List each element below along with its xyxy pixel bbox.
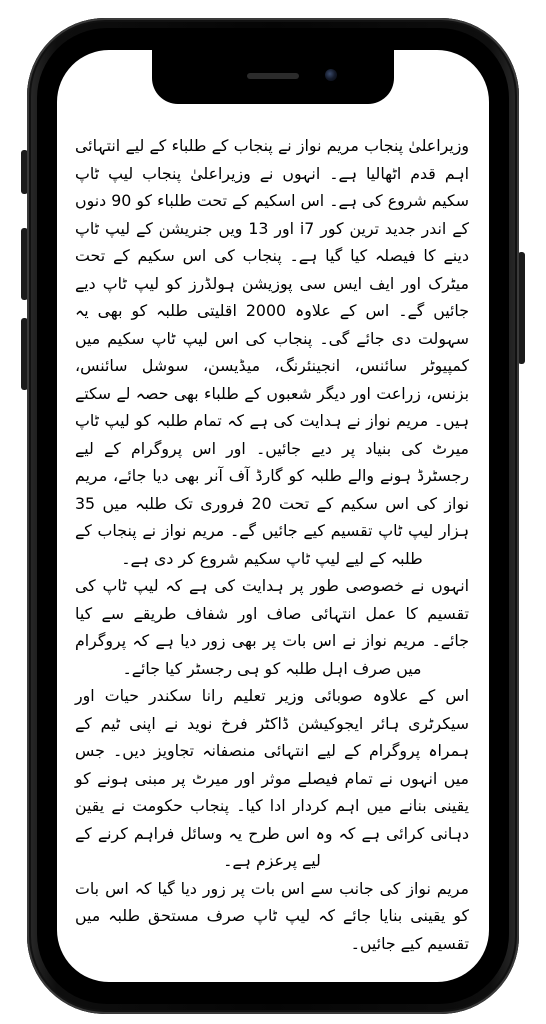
article-paragraph-2: انہوں نے خصوصی طور پر ہدایت کی ہے کہ لیپ ٹاپ کی تقسیم کا عمل انتہائی صاف اور شفاف طریقے سے کیا جائے۔ مریم نواز نے اس بات پر بھی زور دیا ہے کہ پروگرام میں صرف اہل طلبہ کو ہی رجسٹر کیا جائے۔: [75, 576, 469, 678]
phone-notch: [152, 50, 394, 104]
phone-frame: [27, 18, 519, 1014]
power-button: [518, 252, 525, 364]
article-body: [75, 132, 469, 957]
speaker-grille-icon: [247, 73, 299, 79]
front-camera-icon: [325, 69, 337, 81]
article-paragraph-4: مریم نواز کی جانب سے اس بات پر زور دیا گیا کہ اس بات کو یقینی بنایا جائے کہ لیپ ٹاپ صرف مستحق طلبہ میں تقسیم کیے جائیں۔: [75, 878, 469, 953]
phone-screen: [57, 50, 489, 982]
article-paragraph-3: اس کے علاوہ صوبائی وزیر تعلیم رانا سکندر حیات اور سیکرٹری ہائر ایجوکیشن ڈاکٹر فرخ نوید نے اپنی ٹیم کے ہمراہ پروگرام کے لیے انتہائی منصفانہ تجاویز دیں۔ جس میں انہوں نے تمام فیصلے موثر اور میرٹ پر مبنی ہونے کو یقینی بنانے میں اہم کردار ادا کیا۔ پنجاب حکومت نے یقین دہانی کرائی ہے کہ وہ اس طرح یہ وسائل فراہم کرنے کے لیے پرعزم ہے۔: [75, 686, 469, 870]
article-paragraph-1: وزیراعلیٰ پنجاب مریم نواز نے پنجاب کے طلباء کے لیے انتہائی اہم قدم اٹھالیا ہے۔ انہوں نے وزیراعلیٰ پنجاب لیپ ٹاپ سکیم شروع کی ہے۔ اس اسکیم کے تحت طلباء کو 90 دنوں کے اندر جدید ترین کور i7 اور 13 ویں جنریشن کے لیپ ٹاپ دینے کا فیصلہ کیا گیا ہے۔ پنجاب کی اس سکیم کے تحت میٹرک اور ایف ایس سی پوزیشن ہولڈرز کو لیپ ٹاپ دیے جائیں گے۔ اس کے علاوہ 2000 اقلیتی طلبہ کو بھی یہ سہولت دی جائے گی۔ پنجاب کی اس لیپ ٹاپ سکیم میں کمپیوٹر سائنس، انجینئرنگ، میڈیسن، سوشل سائنس، بزنس، زراعت اور دیگر شعبوں کے طلباء بھی حصہ لے سکتے ہیں۔ مریم نواز نے ہدایت کی ہے کہ تمام طلبہ کو لیپ ٹاپ میرٹ کی بنیاد پر دیے جائیں۔ اور اس پروگرام کے لیے رجسٹرڈ ہونے والے طلبہ کو گارڈ آف آنر بھی دیا جائے، مریم نواز کی اس سکیم کے تحت 20 فروری تک طلبہ میں 35 ہزار لیپ ٹاپ تقسیم کیے جائیں گے۔ مریم نواز نے پنجاب کے طلبہ کے لیے لیپ ٹاپ سکیم شروع کر دی ہے۔: [75, 136, 470, 568]
